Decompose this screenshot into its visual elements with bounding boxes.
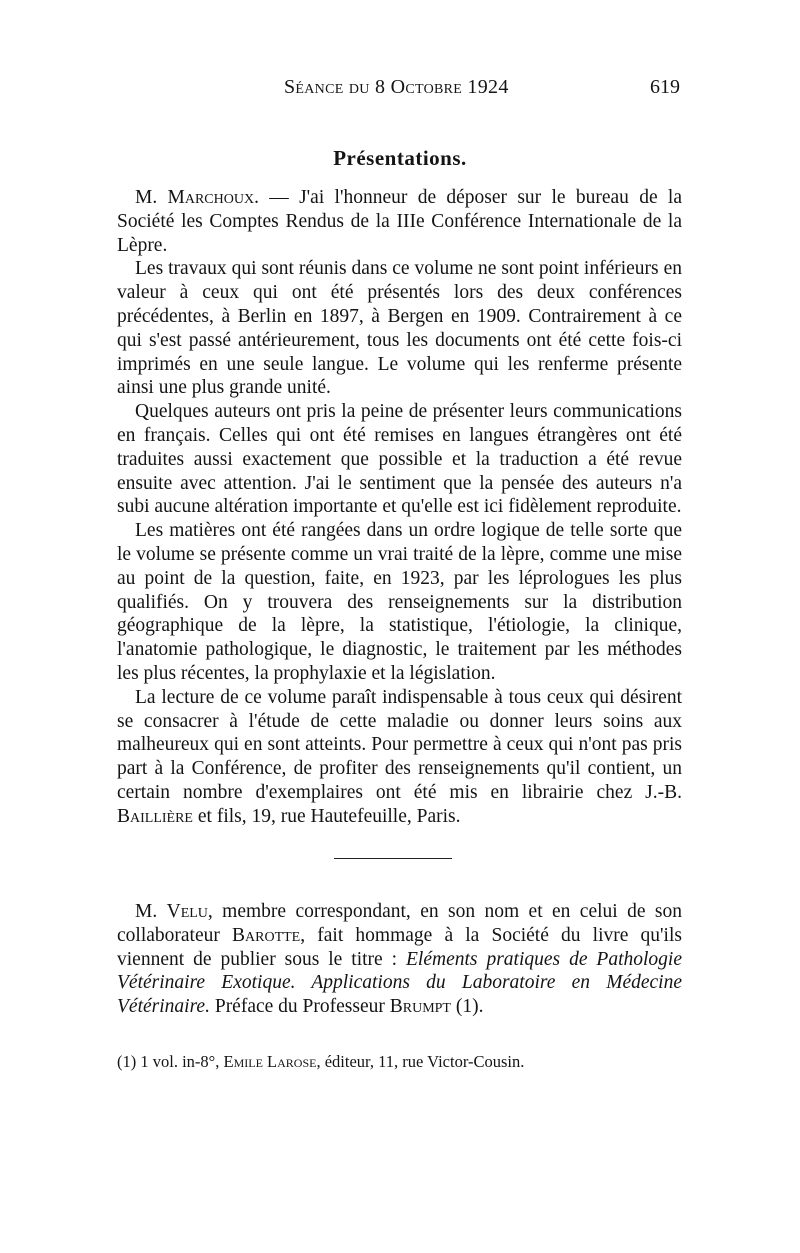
paragraph (117, 186, 682, 257)
paragraph-text: — J'ai l'honneur de déposer sur le bureau de la Société les Comptes Rendus de la IIIe Conférence Internationale de la Lèpre. (117, 187, 682, 256)
section-title: Présentations. (333, 146, 467, 170)
collaborator-name: Barotte (232, 924, 301, 946)
paragraph: Les travaux qui sont réunis dans ce volume ne sont point inférieurs en valeur à ceux qui ont été présentés lors des deux conférences précédentes, à Berlin en 1897, à Bergen en 1909. Contrairement à ce qui s'est passé antérieurement, tous les documents ont été cette fois-ci imprimés en une seule langue. Le volume qui les renferme présente ainsi une plus grande unité. (117, 258, 682, 399)
speaker-name: Velu (166, 901, 208, 922)
speaker-name: M. Marchoux. (135, 187, 259, 208)
page-number: 619 (650, 76, 680, 98)
communication-marchoux (117, 186, 682, 829)
paragraph-text: et fils, 19, rue Hautefeuille, Paris. (193, 805, 461, 827)
paragraph: Les matières ont été rangées dans un ordre logique de telle sorte que le volume se présente comme un vrai traité de la lèpre, comme une mise au point de la question, faite, en 1923, par les léprologues les plus qualifiés. On y trouvera des renseignements sur la distribution géographique de la lèpre, la statistique, l'étiologie, la clinique, l'anatomie pathologique, le diagnostic, le traitement par les méthodes les plus récentes, la prophylaxie et la législation. (117, 520, 682, 684)
paragraph-text: , membre correspondant, en son nom et en celui de son collaborateur (117, 901, 682, 946)
preface-author: Brumpt (389, 996, 451, 1018)
footnote-reference: (1). (450, 996, 484, 1018)
running-head (150, 76, 680, 102)
paragraph-text: La lecture de ce volume paraît indispensable à tous ceux qui désirent se consacrer à l'étude de cette maladie ou donner leurs soins aux malheureux qui en sont atteints. Pour permettre à ceux qui n'ont pas pris part à la Conférence, de profiter des renseignements qu'il contient, un certain nombre d'exemplaires ont été mis en librairie chez J.-B. (117, 686, 682, 803)
footnote (117, 1052, 682, 1072)
paragraph: Quelques auteurs ont pris la peine de présenter leurs communications en français. Celles qui ont été remises en langues étrangères ont été traduites aussi exactement que possible et la traduction a été revue ensuite avec attention. J'ai le sentiment que la pensée des auteurs n'a subi aucune altération importante et qu'elle est ici fidèlement reproduite. (117, 401, 682, 518)
footnote-text: , éditeur, 11, rue Victor-Cousin. (316, 1052, 525, 1071)
communication-velu (117, 900, 682, 1019)
paragraph-text: Préface du Professeur (209, 996, 390, 1018)
paragraph-text: , fait hommage à la Société du livre qu'ils viennent de publier sous le titre : (117, 924, 682, 970)
footnote-publisher: Emile Larose (223, 1052, 317, 1071)
footnote-text: (1) 1 vol. in-8°, (117, 1052, 224, 1071)
running-title: Séance du 8 Octobre 1924 (284, 76, 509, 98)
book-title: Eléments pratiques de Pathologie Vétérinaire Exotique. Applications du Laboratoire en Médecine Vétérinaire. (117, 948, 682, 1018)
paragraph (117, 900, 682, 1019)
paragraph-text: M. (135, 901, 167, 922)
section-divider (334, 858, 452, 859)
publisher-name: Baillière (117, 805, 193, 827)
paragraph (117, 686, 682, 829)
